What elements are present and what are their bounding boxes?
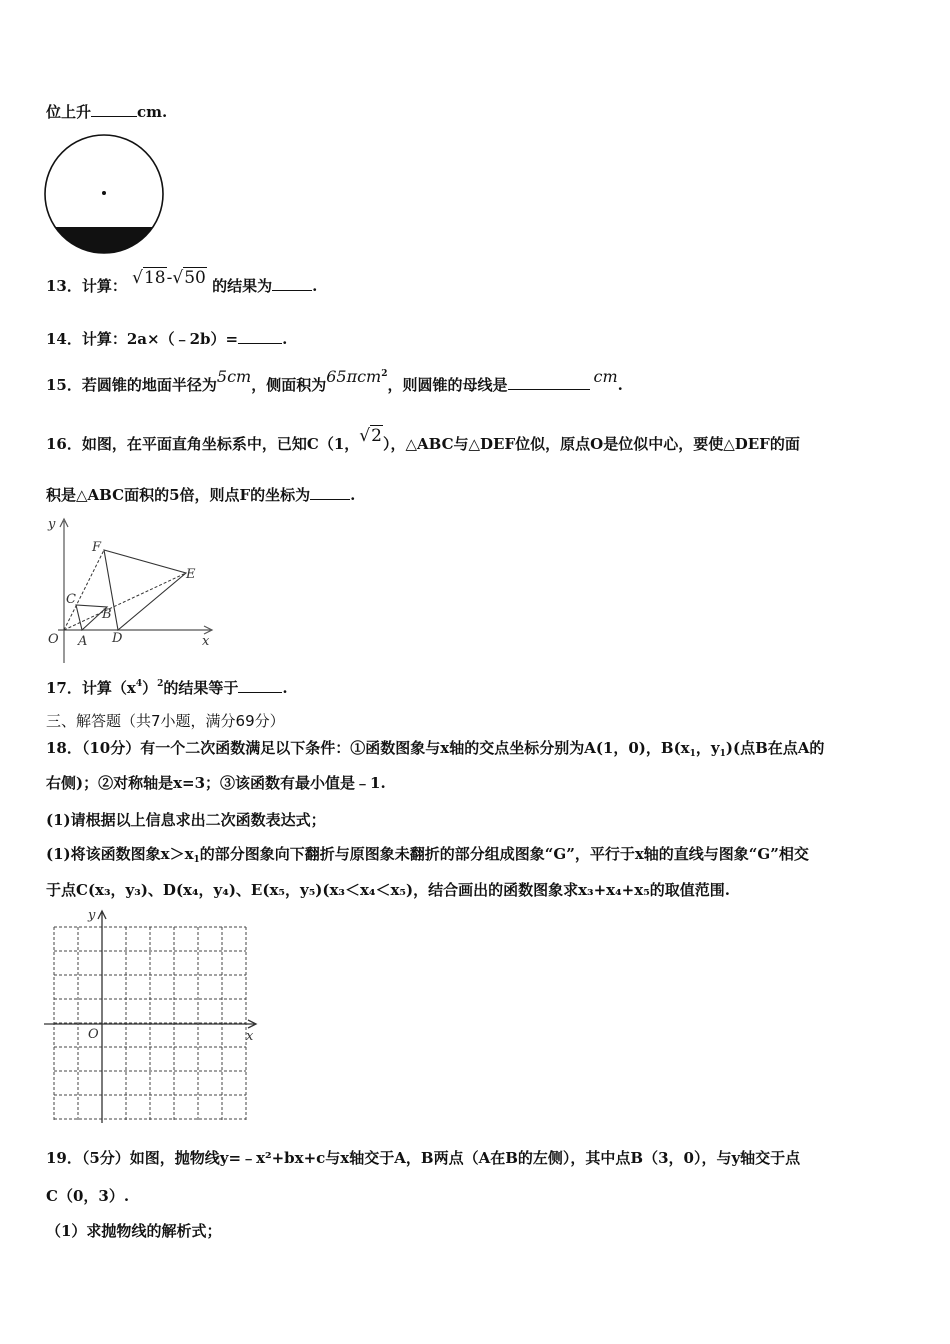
label-B: B — [102, 607, 112, 622]
q18-grid-figure — [42, 905, 264, 1130]
q16-text-b: ），△ABC与△DEF位似，原点O是位似中心，要使△DEF的面 — [382, 435, 800, 453]
label-F: F — [92, 540, 102, 555]
q15-line — [46, 367, 623, 398]
minus-sign: - — [166, 268, 173, 288]
q18-text-1b: ，y — [695, 739, 720, 757]
label-D: D — [112, 631, 123, 646]
q12-unit: cm — [137, 103, 163, 121]
q12-circle-figure — [40, 130, 170, 258]
q16-coordinate-figure — [40, 515, 225, 665]
answer-blank — [272, 276, 312, 291]
answer-blank — [508, 375, 590, 390]
lateral-area-exponent: 2 — [381, 369, 388, 379]
label-x: x — [246, 1029, 254, 1044]
label-E: E — [186, 567, 196, 582]
q13-end: . — [312, 277, 318, 295]
label-y: y — [88, 908, 96, 923]
radicand-18: 18 — [143, 268, 166, 288]
center-dot — [102, 191, 106, 195]
answer-blank — [238, 678, 282, 693]
q15-end: . — [617, 376, 623, 394]
label-A: A — [78, 634, 88, 649]
dashed-line-of — [64, 550, 104, 630]
q14-end: . — [282, 330, 288, 348]
q17-end: . — [282, 679, 288, 697]
q17-text-c: 的结果等于 — [163, 679, 239, 697]
q16-text-a: 16．如图，在平面直角坐标系中，已知C（1， — [46, 435, 360, 453]
q15-text-b: ，侧面积为 — [251, 376, 327, 394]
label-O: O — [48, 632, 59, 647]
radicand-50: 50 — [184, 268, 206, 288]
q15-unit: cm — [593, 367, 618, 386]
q19-line-2: C（0，3）. — [46, 1187, 130, 1205]
sqrt-18: √18 — [132, 268, 166, 288]
q18-text-4b: 的部分图象向下翻折与原图象未翻折的部分组成图象“G”，平行于x轴的直线与图象“G”相交 — [199, 845, 809, 863]
answer-blank — [91, 102, 137, 117]
q18-line-4 — [46, 844, 809, 867]
q17-exponent-2: 2 — [157, 679, 164, 689]
q17-exponent-1: 4 — [135, 679, 143, 689]
q14-line — [46, 329, 287, 349]
q12-text: 位上升 — [46, 103, 92, 121]
label-O: O — [88, 1027, 99, 1042]
label-C: C — [66, 592, 76, 607]
q16-line-1 — [46, 426, 800, 454]
q19-line-3: （1）求抛物线的解析式； — [46, 1222, 222, 1240]
q13-line — [46, 268, 318, 296]
q17-line — [46, 678, 288, 701]
radius-value: 5cm — [216, 367, 252, 386]
q12-end: . — [162, 103, 168, 121]
triangle-def — [104, 550, 186, 630]
answer-blank — [238, 329, 282, 344]
label-x: x — [202, 634, 210, 649]
q13-number: 13．计算： — [46, 277, 127, 295]
q18-text-1c: )(点B在点A的 — [725, 739, 825, 757]
q18-line-1 — [46, 738, 824, 761]
q16-text-line2: 积是△ABC面积的5倍，则点F的坐标为 — [46, 486, 311, 504]
q18-sub-3: 1 — [193, 855, 200, 865]
sqrt-2: √2 — [359, 426, 382, 446]
q18-text-4a: (1)将该函数图象x＞x — [46, 845, 194, 863]
section-3-heading: 三、解答题（共7小题，满分69分） — [46, 712, 285, 730]
q18-line-5: 于点C(x₃，y₃)、D(x₄，y₄)、E(x₅，y₅)(x₃＜x₄＜x₅)，结合画出的函数图象求x₃+x₄+x₅的取值范围. — [46, 881, 730, 899]
q18-line-2: 右侧)；②对称轴是x=3；③该函数有最小值是﹣1. — [46, 774, 386, 792]
q16-line-2 — [46, 485, 355, 505]
dashed-line-oe — [64, 573, 186, 630]
q18-sub-2: 1 — [719, 749, 726, 759]
q18-line-3: (1)请根据以上信息求出二次函数表达式； — [46, 811, 326, 829]
sqrt-50: √50 — [172, 268, 206, 288]
q15-text-a: 15．若圆锥的地面半径为 — [46, 376, 217, 394]
q13-tail: 的结果为 — [212, 277, 273, 295]
q15-text-c: ，则圆锥的母线是 — [387, 376, 508, 394]
q17-text-a: 17．计算（x — [46, 679, 136, 697]
lateral-area-value: 65πcm — [326, 367, 382, 386]
q17-text-b: ） — [142, 679, 158, 697]
radicand-2: 2 — [371, 426, 382, 446]
q12-tail-line — [46, 102, 167, 122]
q16-end: . — [350, 486, 356, 504]
q18-text-1a: 18．（10分）有一个二次函数满足以下条件：①函数图象与x轴的交点坐标分别为A(1，0)，B(x — [46, 739, 690, 757]
label-y: y — [48, 517, 56, 532]
q19-line-1: 19．（5分）如图，抛物线y=﹣x²+bx+c与x轴交于A，B两点（A在B的左侧），其中点B（3，0），与y轴交于点 — [46, 1149, 801, 1167]
answer-blank — [310, 485, 350, 500]
q14-text: 14．计算：2a×（﹣2b）= — [46, 330, 239, 348]
q18-sub-1: 1 — [689, 749, 696, 759]
